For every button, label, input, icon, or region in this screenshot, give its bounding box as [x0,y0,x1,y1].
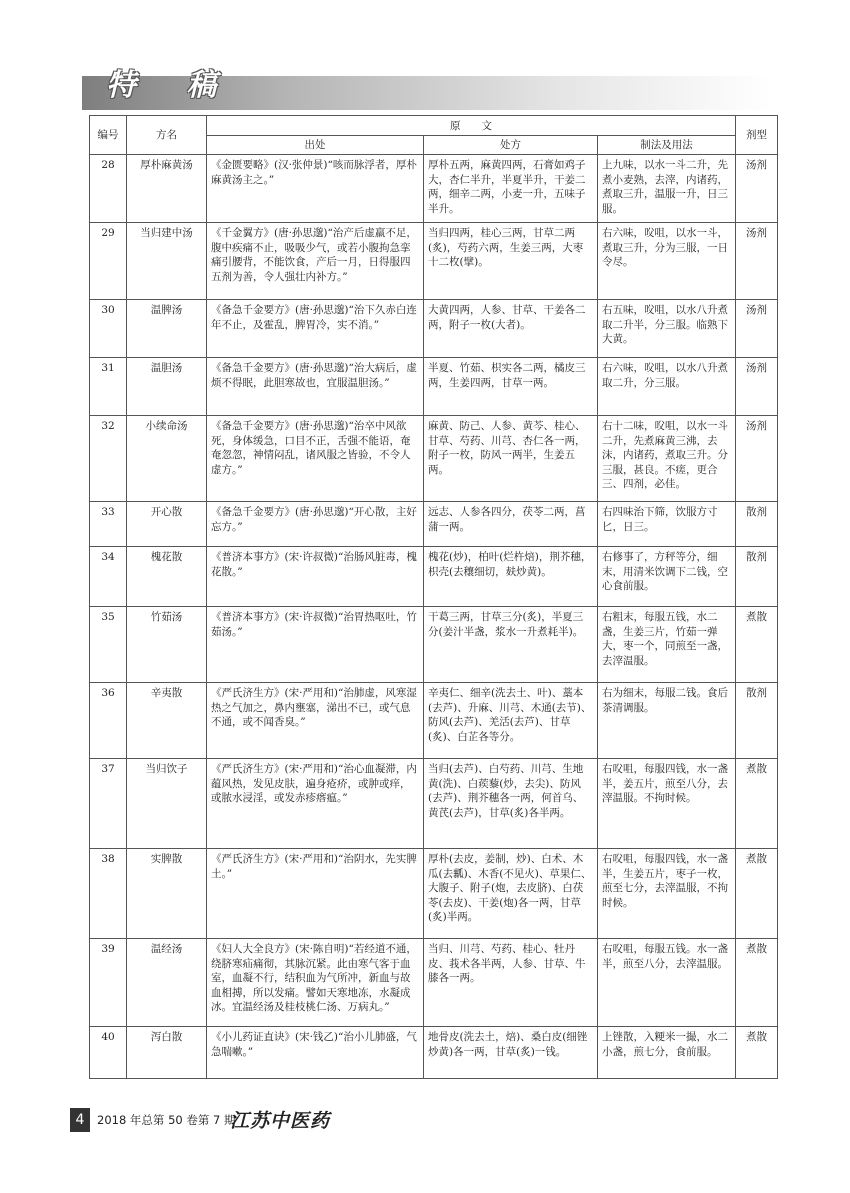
method-cell: 上九味，以水一斗二升，先煮小麦熟，去滓，内诸药，煮取三升，温服一升，日三服。 [598,155,736,223]
recipe-cell: 厚朴(去皮，姜制，炒)、白术、木瓜(去瓤)、木香(不见火)、草果仁、大腹子、附子(炮，去皮脐)、白茯苓(去皮)、干姜(炮)各一两，甘草(炙)半两。 [424,849,598,939]
table-row [90,939,778,1027]
formula-name: 辛夷散 [127,683,207,759]
form-cell: 散剂 [736,502,778,547]
method-cell: 右十二味，㕮咀，以水一斗二升，先煮麻黄三沸，去沫，内诸药，煮取三升。分三服，甚良。不瘥，更合三、四剂，必佳。 [598,416,736,502]
header-source: 出处 [207,136,424,155]
source-cell: 《备急千金要方》(唐·孙思邈)“治卒中风欲死，身体缓急，口目不正，舌强不能语，奄奄忽忽，神情闷乱，诸风服之皆验，不令人虚方。” [207,416,424,502]
formula-name: 温脾汤 [127,300,207,358]
table-row [90,1027,778,1079]
header-num: 编号 [90,116,127,155]
recipe-cell: 远志、人参各四分，茯苓二两，菖蒲一两。 [424,502,598,547]
form-cell: 煮散 [736,1027,778,1079]
source-cell: 《普济本事方》(宋·许叔微)“治肠风脏毒，槐花散。” [207,547,424,607]
formula-name: 泻白散 [127,1027,207,1079]
method-cell: 右为细末，每服二钱。食后茶清调服。 [598,683,736,759]
form-cell: 煮散 [736,607,778,683]
method-cell: 右粗末，每服五钱，水二盏，生姜三片，竹茹一弹大，枣一个，同煎至一盏，去滓温服。 [598,607,736,683]
source-cell: 《严氏济生方》(宋·严用和)“治肺虚，风寒湿热之气加之，鼻内壅塞，涕出不已，或气息不通，或不闻香臭。” [207,683,424,759]
issue-info: 2018 年总第 50 卷第 7 期 [97,1113,236,1127]
recipe-cell: 半夏、竹茹、枳实各二两，橘皮三两，生姜四两，甘草一两。 [424,358,598,416]
formula-name: 小续命汤 [127,416,207,502]
table-row [90,683,778,759]
source-cell: 《小儿药证直诀》(宋·钱乙)“治小儿肺盛，气急喘嗽。” [207,1027,424,1079]
form-cell: 煮散 [736,939,778,1027]
method-cell: 右㕮咀，每服四钱，水一盏半，生姜五片，枣子一枚，煎至七分，去滓温服，不拘时候。 [598,849,736,939]
formula-name: 当归饮子 [127,759,207,849]
formula-name: 温经汤 [127,939,207,1027]
method-cell: 右㕮咀，每服五钱。水一盏半，煎至八分，去滓温服。 [598,939,736,1027]
form-cell: 汤剂 [736,223,778,300]
header-method: 制法及用法 [598,136,736,155]
form-cell: 散剂 [736,683,778,759]
header-recipe: 处方 [424,136,598,155]
form-cell: 煮散 [736,759,778,849]
row-number: 39 [90,939,127,1027]
formula-name: 实脾散 [127,849,207,939]
source-cell: 《妇人大全良方》(宋·陈自明)“若经道不通，绕脐寒疝痛彻，其脉沉紧。此由寒气客于血室，血凝不行，结积血为气所冲，新血与故血相搏，所以发痛。譬如天寒地冻，水凝成冰。宜温经汤及桂枝桃仁汤、万病丸。” [207,939,424,1027]
method-cell: 右六味，㕮咀，以水一斗，煮取三升，分为三服，一日令尽。 [598,223,736,300]
formula-name: 开心散 [127,502,207,547]
method-cell: 右五味，㕮咀，以水八升煮取二升半，分三服。临熟下大黄。 [598,300,736,358]
row-number: 38 [90,849,127,939]
table-row [90,155,778,223]
recipe-cell: 厚朴五两，麻黄四两，石膏如鸡子大，杏仁半升，半夏半升，干姜二两，细辛二两，小麦一升，五味子半升。 [424,155,598,223]
source-cell: 《普济本事方》(宋·许叔微)“治胃热呕吐，竹茹汤。” [207,607,424,683]
source-cell: 《严氏济生方》(宋·严用和)“治阴水，先实脾土。” [207,849,424,939]
formula-name: 温胆汤 [127,358,207,416]
row-number: 37 [90,759,127,849]
table-row [90,358,778,416]
journal-name: 江苏中医药 [230,1110,331,1132]
source-cell: 《严氏济生方》(宋·严用和)“治心血凝滞，内蕴风热，发见皮肤，遍身疮疥，或肿或痒，或脓水浸淫，或发赤疹瘩瘟。” [207,759,424,849]
table-row [90,223,778,300]
row-number: 31 [90,358,127,416]
row-number: 33 [90,502,127,547]
recipe-cell: 大黄四两，人参、甘草、干姜各二两，附子一枚(大者)。 [424,300,598,358]
source-cell: 《备急千金要方》(唐·孙思邈)“治下久赤白连年不止，及霍乱，脾胃冷，实不消。” [207,300,424,358]
row-number: 30 [90,300,127,358]
formula-name: 厚朴麻黄汤 [127,155,207,223]
form-cell: 汤剂 [736,416,778,502]
method-cell: 右㕮咀，每服四钱，水一盏半，姜五片，煎至八分，去滓温服。不拘时候。 [598,759,736,849]
formula-name: 当归建中汤 [127,223,207,300]
method-cell: 右六味，㕮咀，以水八升煮取二升，分三服。 [598,358,736,416]
method-cell: 上锉散，入粳米一撮，水二小盏，煎七分，食前服。 [598,1027,736,1079]
formula-table [89,115,778,1079]
method-cell: 右修事了，方秤等分，细末，用清米饮调下二钱，空心食前服。 [598,547,736,607]
form-cell: 煮散 [736,849,778,939]
recipe-cell: 当归(去芦)、白芍药、川芎、生地黄(洗)、白蒺藜(炒，去尖)、防风(去芦)、荆芥穗各一两，何首乌、黄芪(去芦)，甘草(炙)各半两。 [424,759,598,849]
source-cell: 《备急千金要方》(唐·孙思邈)“治大病后，虚烦不得眠，此胆寒故也，宜服温胆汤。” [207,358,424,416]
table-row [90,416,778,502]
source-cell: 《金匮要略》(汉·张仲景)“咳而脉浮者，厚朴麻黄汤主之。” [207,155,424,223]
method-cell: 右四味治下筛，饮服方寸匕，日三。 [598,502,736,547]
recipe-cell: 当归、川芎、芍药、桂心、牡丹皮、莪术各半两，人参、甘草、牛膝各一两。 [424,939,598,1027]
source-cell: 《千金翼方》(唐·孙思邈)“治产后虚羸不足，腹中疾痛不止，吸吸少气，或若小腹拘急挛痛引腰背，不能饮食，产后一月，日得服四五剂为善，令人强壮内补方。” [207,223,424,300]
row-number: 36 [90,683,127,759]
page-footer [70,1106,770,1132]
header-original: 原 文 [207,116,736,136]
recipe-cell: 当归四两，桂心三两，甘草二两(炙)，芍药六两，生姜三两，大枣十二枚(擘)。 [424,223,598,300]
recipe-cell: 地骨皮(洗去土，焙)、桑白皮(细锉炒黄)各一两，甘草(炙)一钱。 [424,1027,598,1079]
recipe-cell: 槐花(炒)，柏叶(烂杵焙)，荆芥穗，枳壳(去穰细切，麸炒黄)。 [424,547,598,607]
form-cell: 汤剂 [736,358,778,416]
table-row [90,300,778,358]
recipe-cell: 辛夷仁、细辛(洗去土、叶)、藁本(去芦)、升麻、川芎、木通(去节)、防风(去芦)、羌活(去芦)、甘草(炙)、白芷各等分。 [424,683,598,759]
section-title: 特 稿 [106,68,237,103]
row-number: 35 [90,607,127,683]
form-cell: 汤剂 [736,155,778,223]
table-row [90,849,778,939]
form-cell: 汤剂 [736,300,778,358]
source-cell: 《备急千金要方》(唐·孙思邈)“开心散，主好忘方。” [207,502,424,547]
form-cell: 散剂 [736,547,778,607]
header-form: 剂型 [736,116,778,155]
table-row [90,547,778,607]
row-number: 32 [90,416,127,502]
table-row [90,502,778,547]
table-row [90,759,778,849]
row-number: 28 [90,155,127,223]
table-row [90,607,778,683]
row-number: 34 [90,547,127,607]
row-number: 40 [90,1027,127,1079]
header-name: 方名 [127,116,207,155]
recipe-cell: 干葛三两，甘草三分(炙)，半夏三分(姜汁半盏，浆水一升煮耗半)。 [424,607,598,683]
formula-name: 竹茹汤 [127,607,207,683]
recipe-cell: 麻黄、防己、人参、黄芩、桂心、甘草、芍药、川芎、杏仁各一两，附子一枚，防风一两半，生姜五两。 [424,416,598,502]
row-number: 29 [90,223,127,300]
formula-name: 槐花散 [127,547,207,607]
page-number: 4 [70,1108,90,1132]
